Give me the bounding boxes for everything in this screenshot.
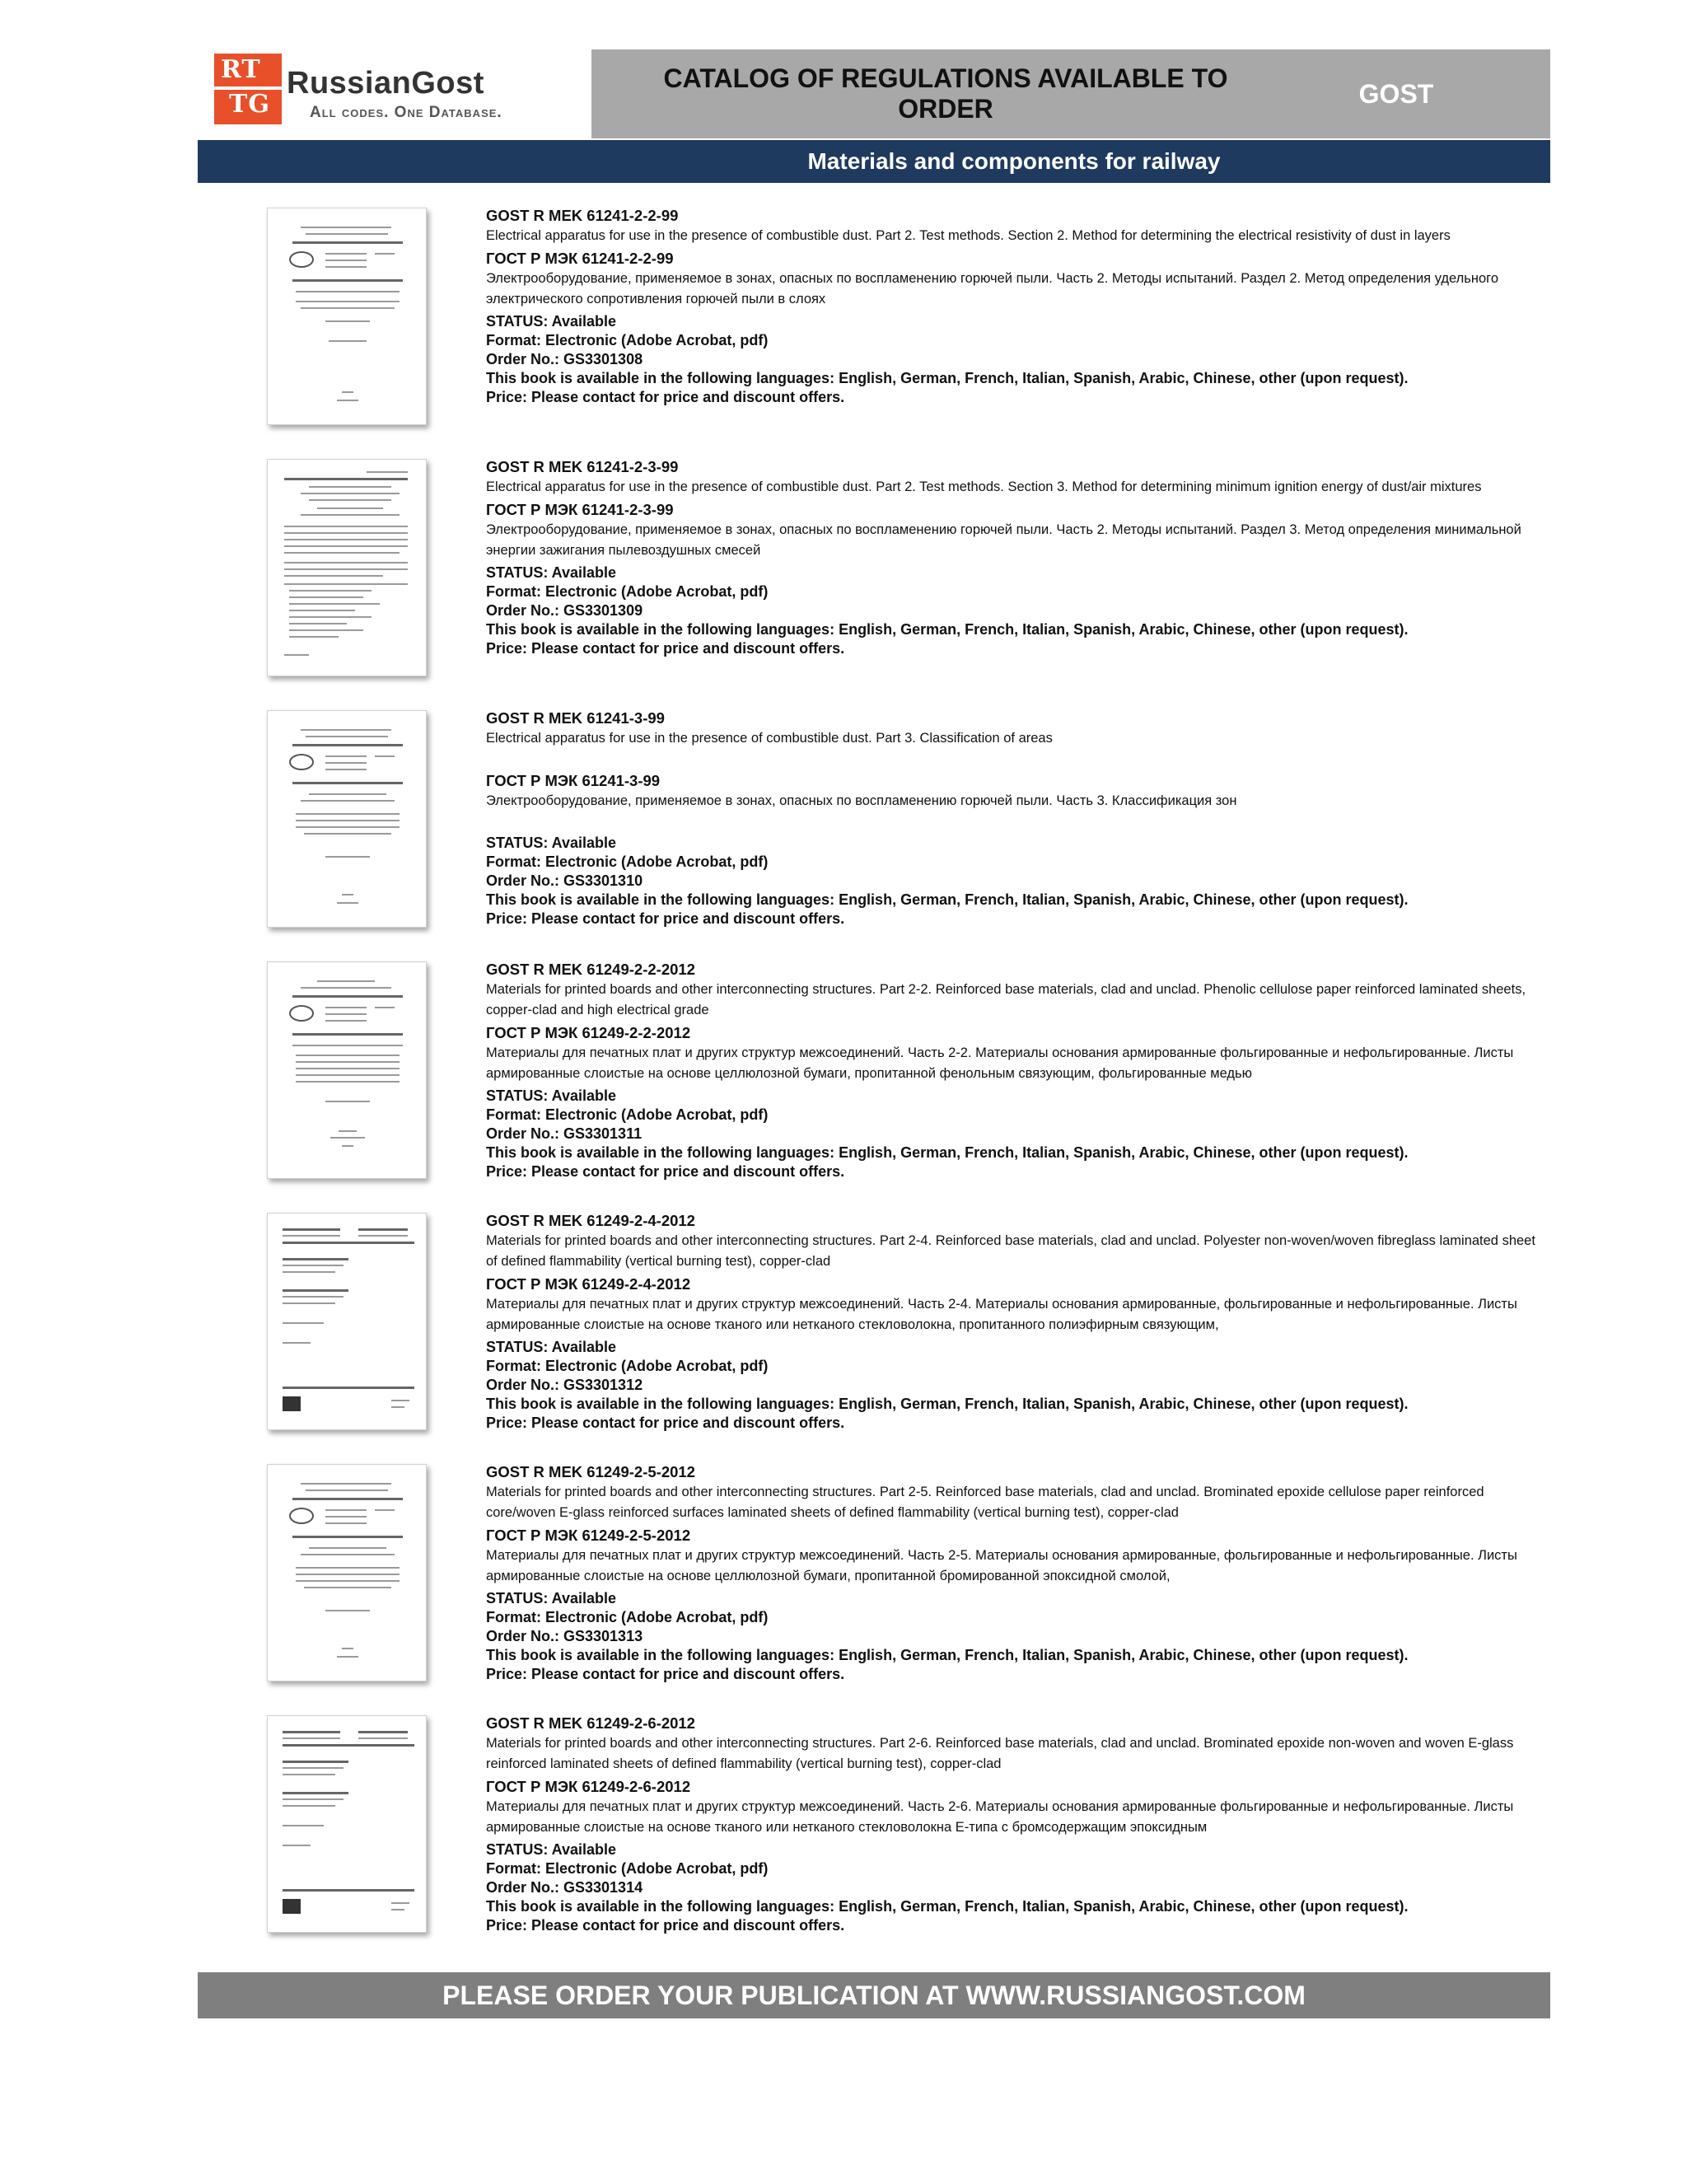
title-en: Materials for printed boards and other interconnecting structures. Part 2-4. Reinforced base materials, clad and unclad. Polyester non-woven/woven fibreglass laminated sheet of defined flammability (vertical burning test), copper-clad (486, 1233, 1535, 1269)
document-cover-thumbnail[interactable] (267, 961, 427, 1179)
status: STATUS: Available (486, 1841, 617, 1858)
price: Price: Please contact for price and discount offers. (486, 389, 845, 405)
languages: This book is available in the following languages: English, German, French, Italian, Spanish, Arabic, Chinese, other (upon request). (486, 370, 1409, 386)
regulations-list (198, 198, 1550, 1957)
logo-name: RussianGost (287, 66, 484, 101)
format: Format: Electronic (Adobe Acrobat, pdf) (486, 1609, 769, 1625)
document-cover-thumbnail[interactable] (267, 1213, 427, 1430)
title-en: Materials for printed boards and other interconnecting structures. Part 2-5. Reinforced base materials, clad and unclad. Brominated epoxide cellulose paper reinforced core/woven E-glass reinforced surfaces laminated sheets of defined flammability (vertical burning test), copper-clad (486, 1485, 1484, 1520)
languages: This book is available in the following languages: English, German, French, Italian, Spanish, Arabic, Chinese, other (upon request). (486, 1144, 1409, 1161)
catalog-title: CATALOG OF REGULATIONS AVAILABLE TO ORDER (663, 63, 1228, 124)
regulation-details (486, 1714, 1549, 1935)
status: STATUS: Available (486, 313, 617, 330)
regulation-entry (198, 1203, 1550, 1454)
format: Format: Electronic (Adobe Acrobat, pdf) (486, 853, 769, 870)
regulation-entry (198, 198, 1550, 449)
price: Price: Please contact for price and discount offers. (486, 910, 845, 927)
document-cover-thumbnail[interactable] (267, 710, 427, 928)
languages: This book is available in the following languages: English, German, French, Italian, Spanish, Arabic, Chinese, other (upon request). (486, 1647, 1409, 1663)
order-number: Order No.: GS3301311 (486, 1125, 643, 1142)
document-cover-thumbnail[interactable] (267, 1464, 427, 1681)
title-en: Electrical apparatus for use in the presence of combustible dust. Part 2. Test methods. Section 3. Method for determining minimum ignition energy of dust/air mixtures (486, 479, 1482, 494)
code-ru: ГОСТ Р МЭК 61249-2-6-2012 (486, 1778, 691, 1795)
code-en: GOST R MEK 61241-2-2-99 (486, 207, 679, 224)
title-ru: Материалы для печатных плат и других структур межсоединений. Часть 2-6. Материалы основания армированные фольгированные и нефольгированные. Листы армированные слоистые на основе тканого или нетканого стекловолокна Е-типа с бромсодержащим эпоксидным (486, 1799, 1514, 1835)
regulation-entry (198, 952, 1550, 1203)
title-ru: Электрооборудование, применяемое в зонах, опасных по воспламенению горючей пыли. Часть 3. Классификация зон (486, 793, 1237, 808)
regulation-entry (198, 1454, 1550, 1705)
format: Format: Electronic (Adobe Acrobat, pdf) (486, 1358, 769, 1374)
code-ru: ГОСТ Р МЭК 61249-2-2-2012 (486, 1024, 691, 1041)
status: STATUS: Available (486, 564, 617, 581)
regulation-entry (198, 700, 1550, 952)
russiangost-logo[interactable] (198, 49, 591, 138)
price: Price: Please contact for price and discount offers. (486, 1163, 845, 1180)
regulation-details (486, 457, 1549, 658)
code-en: GOST R MEK 61249-2-5-2012 (486, 1463, 695, 1480)
logo-mark-top: RT (221, 55, 261, 84)
format: Format: Electronic (Adobe Acrobat, pdf) (486, 332, 769, 348)
format: Format: Electronic (Adobe Acrobat, pdf) (486, 1860, 769, 1877)
order-number: Order No.: GS3301312 (486, 1377, 643, 1393)
title-ru: Электрооборудование, применяемое в зонах, опасных по воспламенению горючей пыли. Часть 2. Методы испытаний. Раздел 3. Метод определения минимальной энергии зажигания пылевоздушных смесей (486, 522, 1521, 558)
status: STATUS: Available (486, 1590, 617, 1606)
gost-label: GOST (1358, 78, 1434, 109)
order-number: Order No.: GS3301314 (486, 1879, 643, 1896)
document-cover-thumbnail[interactable] (267, 208, 427, 425)
category-band: Materials and components for railway (198, 140, 1550, 183)
order-number: Order No.: GS3301313 (486, 1628, 643, 1644)
title-ru: Материалы для печатных плат и других структур межсоединений. Часть 2-4. Материалы основания армированные, фольгированные и нефольгированные. Листы армированные слоистые на основе тканого или нетканого стекловолокна, пропитанного полиэфирным связующим, (486, 1297, 1517, 1332)
code-ru: ГОСТ Р МЭК 61249-2-4-2012 (486, 1275, 691, 1293)
format: Format: Electronic (Adobe Acrobat, pdf) (486, 1106, 769, 1123)
title-ru: Электрооборудование, применяемое в зонах, опасных по воспламенению горючей пыли. Часть 2. Методы испытаний. Раздел 2. Метод определения удельного электрического сопротивления горючей пыли в слоях (486, 271, 1498, 306)
document-cover-thumbnail[interactable] (267, 1715, 427, 1933)
title-ru: Материалы для печатных плат и других структур межсоединений. Часть 2-5. Материалы основания армированные, фольгированные и нефольгированные. Листы армированные слоистые на основе целлюлозной бумаги, пропитанной бромированной эпоксидной смолой, (486, 1548, 1517, 1583)
code-en: GOST R MEK 61249-2-2-2012 (486, 961, 695, 978)
title-en: Materials for printed boards and other interconnecting structures. Part 2-6. Reinforced base materials, clad and unclad. Brominated epoxide non-woven and woven E-glass reinforced laminated sheets of defined flammability (vertical burning test), copper-clad (486, 1736, 1514, 1771)
regulation-details (486, 709, 1549, 928)
price: Price: Please contact for price and discount offers. (486, 640, 845, 657)
status: STATUS: Available (486, 1339, 617, 1355)
title-ru: Материалы для печатных плат и других структур межсоединений. Часть 2-2. Материалы основания армированные фольгированные и нефольгированные. Листы армированные слоистые на основе целлюлозной бумаги, пропитанной фенольным связующим, фольгированные медью (486, 1045, 1514, 1081)
price: Price: Please contact for price and discount offers. (486, 1666, 845, 1682)
code-en: GOST R MEK 61249-2-6-2012 (486, 1714, 695, 1732)
order-number: Order No.: GS3301308 (486, 351, 643, 367)
price: Price: Please contact for price and discount offers. (486, 1415, 845, 1431)
code-en: GOST R MEK 61241-2-3-99 (486, 458, 679, 475)
rtg-logo-mark (214, 54, 282, 124)
code-ru: ГОСТ Р МЭК 61241-2-2-99 (486, 250, 674, 267)
order-footer-link[interactable]: PLEASE ORDER YOUR PUBLICATION AT WWW.RUSSIANGOST.COM (198, 1972, 1550, 2018)
regulation-entry (198, 449, 1550, 700)
title-en: Materials for printed boards and other interconnecting structures. Part 2-2. Reinforced base materials, clad and unclad. Phenolic cellulose paper reinforced laminated sheets, copper-clad and high electrical grade (486, 982, 1526, 1017)
regulation-details (486, 206, 1549, 407)
price: Price: Please contact for price and discount offers. (486, 1917, 845, 1934)
format: Format: Electronic (Adobe Acrobat, pdf) (486, 583, 769, 600)
languages: This book is available in the following languages: English, German, French, Italian, Spanish, Arabic, Chinese, other (upon request). (486, 1396, 1409, 1412)
header-title-bar (591, 49, 1550, 138)
status: STATUS: Available (486, 835, 617, 851)
logo-mark-bottom: TG (229, 90, 270, 119)
regulation-details (486, 960, 1549, 1181)
code-ru: ГОСТ Р МЭК 61241-2-3-99 (486, 501, 674, 518)
logo-tagline: All codes. One Database. (310, 104, 502, 121)
languages: This book is available in the following languages: English, German, French, Italian, Spanish, Arabic, Chinese, other (upon request). (486, 891, 1409, 908)
code-en: GOST R MEK 61241-3-99 (486, 709, 665, 727)
code-ru: ГОСТ Р МЭК 61249-2-5-2012 (486, 1527, 691, 1544)
status: STATUS: Available (486, 1087, 617, 1104)
document-cover-thumbnail[interactable] (267, 459, 427, 676)
languages: This book is available in the following languages: English, German, French, Italian, Spanish, Arabic, Chinese, other (upon request). (486, 621, 1409, 638)
title-en: Electrical apparatus for use in the presence of combustible dust. Part 2. Test methods. Section 2. Method for determining the electrical resistivity of dust in layers (486, 228, 1451, 243)
regulation-details (486, 1211, 1549, 1433)
regulation-entry (198, 1705, 1550, 1957)
order-number: Order No.: GS3301310 (486, 872, 643, 889)
regulation-details (486, 1462, 1549, 1684)
code-en: GOST R MEK 61249-2-4-2012 (486, 1212, 695, 1229)
title-en: Electrical apparatus for use in the presence of combustible dust. Part 3. Classification of areas (486, 731, 1053, 746)
order-number: Order No.: GS3301309 (486, 602, 643, 619)
languages: This book is available in the following languages: English, German, French, Italian, Spanish, Arabic, Chinese, other (upon request). (486, 1898, 1409, 1915)
catalog-header (198, 49, 1550, 138)
code-ru: ГОСТ Р МЭК 61241-3-99 (486, 772, 661, 789)
